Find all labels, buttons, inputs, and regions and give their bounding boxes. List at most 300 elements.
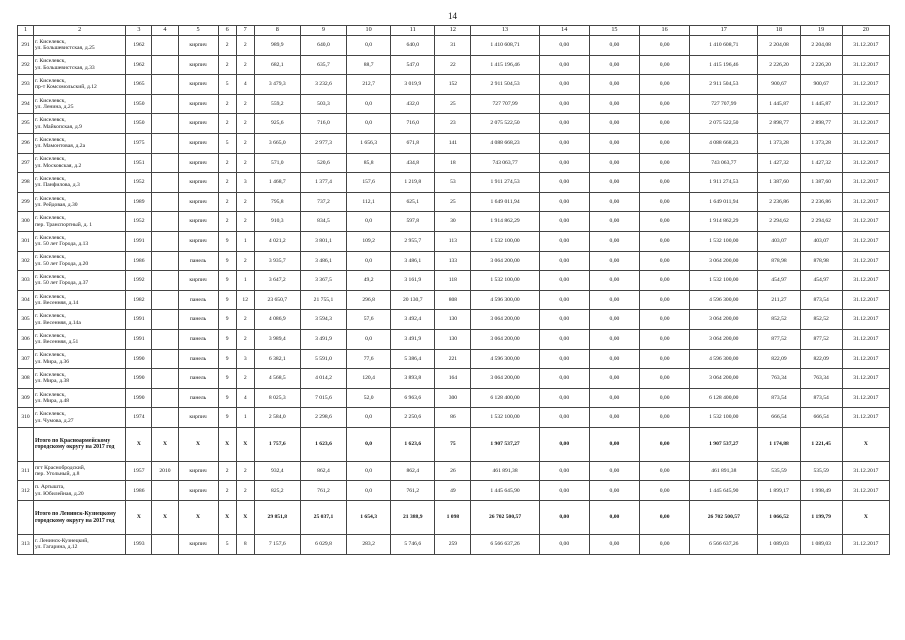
table-cell: 3 492,4 [391,310,435,330]
table-cell: 259 [435,535,471,555]
table-cell: 31.12.2017 [842,251,889,271]
table-cell: 1 532 100,00 [471,231,539,251]
table-cell: 1 415 196,46 [690,55,758,75]
column-header: 17 [690,26,758,36]
table-cell: 1 387,60 [758,173,800,193]
address-cell: п. Артышта, ул. Юбилейная, д.20 [34,481,126,501]
table-cell: 4 088 668,23 [690,133,758,153]
table-cell: 1 174,88 [758,427,800,461]
table-cell: 454,97 [800,271,842,291]
table-cell: 1 468,7 [254,173,300,193]
table-row [18,535,890,555]
table-cell [152,55,178,75]
table-cell: X [842,501,889,535]
table-cell: 0,00 [589,94,639,114]
table-cell: 300 [18,212,34,232]
table-cell: 0,0 [347,481,391,501]
address-cell: г. Киселевск, ул. Большевистская, д.25 [34,36,126,56]
table-cell: 49 [435,481,471,501]
table-cell: 3 [236,173,254,193]
table-cell: кирпич [178,231,218,251]
table-cell: 2 [218,114,236,134]
table-cell: 6 382,1 [254,349,300,369]
table-cell: 461 891,38 [690,461,758,481]
table-cell: 989,9 [254,36,300,56]
table-cell: 294 [18,94,34,114]
table-cell: 0,00 [589,192,639,212]
table-cell: 9 [218,310,236,330]
table-row [18,388,890,408]
table-cell: 1 649 011,94 [471,192,539,212]
address-cell: г. Киселевск, ул. Московская, д.2 [34,153,126,173]
table-cell: 120,4 [347,369,391,389]
table-cell: 0,00 [539,501,589,535]
table-cell: 1 899,17 [758,481,800,501]
table-cell: 22 [435,55,471,75]
table-cell: 0,00 [589,481,639,501]
table-cell: кирпич [178,212,218,232]
table-cell: X [126,427,152,461]
table-cell: 0,00 [589,75,639,95]
table-cell: 2 250,6 [391,408,435,428]
table-cell: 1951 [126,153,152,173]
table-row [18,192,890,212]
table-cell: 2 [218,94,236,114]
total-row [18,427,890,461]
table-cell: 0,00 [589,133,639,153]
table-cell: X [178,427,218,461]
table-row [18,173,890,193]
address-cell: г. Киселевск, ул. Весенняя, д.14 [34,290,126,310]
address-cell: г. Киселевск, ул. 50 лет Города, д.13 [34,231,126,251]
table-cell: 0,0 [347,36,391,56]
address-cell: г. Киселевск, ул. 50 лет Города, д.20 [34,251,126,271]
table-cell: 1974 [126,408,152,428]
table-cell: 2 [236,133,254,153]
table-cell: 737,2 [300,192,346,212]
table-cell [152,251,178,271]
table-cell: 1 757,6 [254,427,300,461]
table-row [18,271,890,291]
table-cell: 0,00 [539,133,589,153]
table-cell: 0,00 [589,329,639,349]
table-cell: 597,8 [391,212,435,232]
table-cell: 0,00 [640,290,690,310]
table-cell: 306 [18,329,34,349]
table-cell: 2 977,3 [300,133,346,153]
table-cell: 310 [18,408,34,428]
table-cell: 57,6 [347,310,391,330]
table-cell: 0,00 [539,329,589,349]
table-cell: 3 367,5 [300,271,346,291]
table-cell: 2 [218,461,236,481]
table-cell: 535,59 [800,461,842,481]
table-cell [152,408,178,428]
table-cell [152,192,178,212]
table-cell: 31.12.2017 [842,329,889,349]
page-number: 14 [448,11,457,21]
column-header: 9 [300,26,346,36]
address-cell: г. Киселевск, ул. Большевистская, д.33 [34,55,126,75]
table-cell: 25 [435,192,471,212]
table-cell: 2 898,77 [758,114,800,134]
table-cell [152,75,178,95]
table-cell: 0,00 [640,501,690,535]
table-cell: 640,0 [391,36,435,56]
table-cell: 302 [18,251,34,271]
table-cell: кирпич [178,114,218,134]
table-cell: 0,00 [640,461,690,481]
table-cell: 88,7 [347,55,391,75]
table-cell: 0,00 [539,461,589,481]
table-cell: 211,27 [758,290,800,310]
table-cell: 3 486,1 [391,251,435,271]
table-cell: 0,00 [539,251,589,271]
table-row [18,349,890,369]
table-cell [18,427,34,461]
table-cell: 0,00 [640,114,690,134]
table-cell: 878,98 [800,251,842,271]
table-cell: 1957 [126,461,152,481]
table-cell: 301 [18,231,34,251]
table-cell: 3 801,1 [300,231,346,251]
table-cell: панель [178,388,218,408]
table-cell: 312 [18,481,34,501]
table-cell: 2 294,62 [800,212,842,232]
table-cell [152,535,178,555]
column-header: 5 [178,26,218,36]
table-cell: 1990 [126,388,152,408]
table-cell: 0,00 [539,481,589,501]
table-cell: 4 086,9 [254,310,300,330]
table-cell: 31 [435,36,471,56]
table-cell: 21 388,9 [391,501,435,535]
table-cell: 666,54 [800,408,842,428]
table-cell: 31.12.2017 [842,94,889,114]
table-cell: 2 226,20 [800,55,842,75]
table-cell: 4 [236,75,254,95]
table-cell: 0,00 [539,153,589,173]
table-cell [152,133,178,153]
table-cell: 878,98 [758,251,800,271]
table-cell: 0,00 [589,535,639,555]
column-header: 3 [126,26,152,36]
table-cell: 1962 [126,36,152,56]
table-cell: 2 075 522,50 [690,114,758,134]
table-cell: 0,00 [589,271,639,291]
table-cell: 26 702 500,57 [471,501,539,535]
table-cell: 31.12.2017 [842,369,889,389]
table-cell: 1 219,8 [391,173,435,193]
table-cell: 825,2 [254,481,300,501]
table-cell [152,310,178,330]
table-cell: 164 [435,369,471,389]
table-cell: 862,4 [391,461,435,481]
table-cell: 0,00 [539,55,589,75]
table-cell: 0,00 [640,535,690,555]
table-cell: 0,00 [640,94,690,114]
table-cell: 1992 [126,271,152,291]
table-cell: 852,52 [758,310,800,330]
table-cell: 4 088 668,23 [471,133,539,153]
table-cell: 2 [218,481,236,501]
table-cell: 1986 [126,251,152,271]
address-cell: г. Киселевск, ул. Майкопская, д.9 [34,114,126,134]
table-cell: 3 064 200,00 [690,369,758,389]
table-cell: 434,8 [391,153,435,173]
table-cell: 31.12.2017 [842,481,889,501]
table-cell: 18 [435,153,471,173]
table-cell: 2 [236,310,254,330]
table-cell: 6 566 637,26 [471,535,539,555]
address-cell: Итого по Красноармейскому городскому округу на 2017 год [34,427,126,461]
table-cell: 716,0 [300,114,346,134]
table-cell [152,369,178,389]
address-cell: г. Киселевск, ул. Ленина, д.25 [34,94,126,114]
column-header: 13 [471,26,539,36]
table-cell: 296 [18,133,34,153]
table-cell [152,212,178,232]
table-cell: 666,54 [758,408,800,428]
table-row [18,310,890,330]
table-cell: 0,00 [589,461,639,481]
table-cell: 0,00 [640,427,690,461]
table-cell: 307 [18,349,34,369]
table-cell: 221 [435,349,471,369]
table-cell: 2 236,86 [758,192,800,212]
table-cell: 2 075 522,50 [471,114,539,134]
table-cell: 0,00 [589,114,639,134]
table-cell: 0,0 [347,212,391,232]
address-cell: г. Киселевск, пр-т Комсомольский, д.12 [34,75,126,95]
table-cell: 5 [218,535,236,555]
table-cell: 1 911 274,53 [690,173,758,193]
table-cell: 0,0 [347,114,391,134]
column-header: 2 [34,26,126,36]
table-cell: 1 907 537,27 [471,427,539,461]
table-cell: 1 098 [435,501,471,535]
table-cell: 0,00 [589,349,639,369]
table-cell [152,349,178,369]
table-cell: X [126,501,152,535]
table-cell: 31.12.2017 [842,349,889,369]
table-cell: 1986 [126,481,152,501]
table-row [18,55,890,75]
table-cell: кирпич [178,192,218,212]
table-cell: 2 584,0 [254,408,300,428]
table-cell: 743 063,77 [690,153,758,173]
table-cell: 763,34 [758,369,800,389]
column-header: 4 [152,26,178,36]
table-cell: 3 491,9 [391,329,435,349]
table-cell: кирпич [178,271,218,291]
table-cell: 3 064 200,00 [471,310,539,330]
table-cell: панель [178,369,218,389]
column-header: 20 [842,26,889,36]
table-cell: кирпич [178,55,218,75]
table-cell: 3 064 200,00 [690,310,758,330]
table-cell: 1 532 100,00 [471,271,539,291]
table-cell: 31.12.2017 [842,388,889,408]
table-cell: 1 907 537,27 [690,427,758,461]
table-cell: 761,2 [391,481,435,501]
table-cell: 640,0 [300,36,346,56]
table-cell: 3 064 200,00 [690,251,758,271]
table-cell: 0,00 [589,369,639,389]
table-cell: 2 911 504,53 [471,75,539,95]
table-row [18,75,890,95]
table-cell: кирпич [178,75,218,95]
table-cell: 1 410 608,71 [471,36,539,56]
table-cell: 0,00 [539,36,589,56]
table-cell: 8 [236,535,254,555]
table-cell: 1952 [126,173,152,193]
table-cell: X [218,427,236,461]
table-cell: 3 486,1 [300,251,346,271]
table-cell: 309 [18,388,34,408]
table-cell: 2 226,20 [758,55,800,75]
table-cell: 112,1 [347,192,391,212]
table-cell: 0,00 [539,388,589,408]
table-cell: кирпич [178,133,218,153]
table-cell: 0,00 [640,36,690,56]
table-cell: 0,00 [640,271,690,291]
table-cell: 1 998,49 [800,481,842,501]
table-cell: 3 935,7 [254,251,300,271]
table-cell: 25 [435,94,471,114]
address-cell: г. Киселевск, ул. Мамонтовая, д.2а [34,133,126,153]
table-cell: 877,52 [758,329,800,349]
table-cell: 1 089,03 [800,535,842,555]
column-header: 8 [254,26,300,36]
table-cell: 716,0 [391,114,435,134]
table-cell: 0,00 [539,349,589,369]
table-cell: 303 [18,271,34,291]
table-cell: 133 [435,251,471,271]
table-cell: 1 623,6 [391,427,435,461]
table-cell: 0,00 [539,114,589,134]
table-cell: 1991 [126,329,152,349]
table-cell: 1 445,87 [758,94,800,114]
table-cell: 0,00 [539,192,589,212]
table-cell: 503,3 [300,94,346,114]
table-cell: 1990 [126,349,152,369]
table-cell: 0,00 [640,173,690,193]
table-cell [152,481,178,501]
table-cell: 152 [435,75,471,95]
address-cell: г. Киселевск, ул. Чумова, д.27 [34,408,126,428]
table-cell: 305 [18,310,34,330]
table-cell: 53 [435,173,471,193]
table-cell: 2 204,08 [758,36,800,56]
table-cell: 0,00 [539,231,589,251]
table-row [18,408,890,428]
table-cell: 0,0 [347,427,391,461]
table-cell: 3 161,9 [391,271,435,291]
table-cell: 1 445 645,90 [471,481,539,501]
table-cell: 283,2 [347,535,391,555]
table-cell: 1 445 645,90 [690,481,758,501]
table-cell: 2 [218,173,236,193]
table-cell: 23 650,7 [254,290,300,310]
table-cell: 403,07 [758,231,800,251]
table-cell: 520,6 [300,153,346,173]
table-cell: 31.12.2017 [842,290,889,310]
table-cell: 292 [18,55,34,75]
table-cell [152,329,178,349]
table-cell: 1 066,52 [758,501,800,535]
table-row [18,481,890,501]
table-cell: 1 199,79 [800,501,842,535]
total-row [18,501,890,535]
table-cell: 877,52 [800,329,842,349]
table-cell: 1 654,3 [347,501,391,535]
table-cell: 6 566 637,26 [690,535,758,555]
table-cell: 113 [435,231,471,251]
table-cell: 1 [236,231,254,251]
table-cell: кирпич [178,94,218,114]
table-cell: 3 647,2 [254,271,300,291]
table-cell: 2 [236,461,254,481]
table-cell [152,290,178,310]
table-cell: 0,00 [640,55,690,75]
table-cell: 4 596 300,00 [471,349,539,369]
table-row [18,329,890,349]
table-row [18,36,890,56]
table-cell: 31.12.2017 [842,114,889,134]
table-cell: 3 064 200,00 [690,329,758,349]
table-cell: 298 [18,173,34,193]
table-cell: 0,00 [640,192,690,212]
table-cell: 1 427,32 [800,153,842,173]
table-cell: 682,1 [254,55,300,75]
table-cell: 9 [218,231,236,251]
table-cell: 5 [218,133,236,153]
table-cell: 31.12.2017 [842,173,889,193]
table-cell: 0,00 [589,290,639,310]
table-cell: 9 [218,290,236,310]
table-cell: панель [178,310,218,330]
table-cell: 1 [236,271,254,291]
table-cell: 7 015,6 [300,388,346,408]
table-cell: 0,00 [539,173,589,193]
table-cell: 6 029,8 [300,535,346,555]
table-cell: 0,00 [589,231,639,251]
table-cell: 0,00 [640,251,690,271]
table-cell: 0,0 [347,408,391,428]
table-cell: 2 [218,192,236,212]
address-cell: г. Киселевск, ул. Мира, д.38 [34,369,126,389]
table-cell: 1975 [126,133,152,153]
table-cell: 21 755,1 [300,290,346,310]
table-cell: 0,00 [589,173,639,193]
table-cell: 0,00 [539,290,589,310]
table-cell: 1993 [126,535,152,555]
table-cell: 873,54 [800,290,842,310]
table-cell: 4 021,2 [254,231,300,251]
table-cell: 1 914 862,29 [690,212,758,232]
table-cell: 2 955,7 [391,231,435,251]
table-cell: 1 532 100,00 [690,408,758,428]
table-cell: 293 [18,75,34,95]
table-cell [152,231,178,251]
table-cell [152,271,178,291]
table-cell: 31.12.2017 [842,36,889,56]
table-cell: 5 [218,75,236,95]
table-cell: 454,97 [758,271,800,291]
table-cell: 296,8 [347,290,391,310]
table-cell: 0,00 [640,349,690,369]
